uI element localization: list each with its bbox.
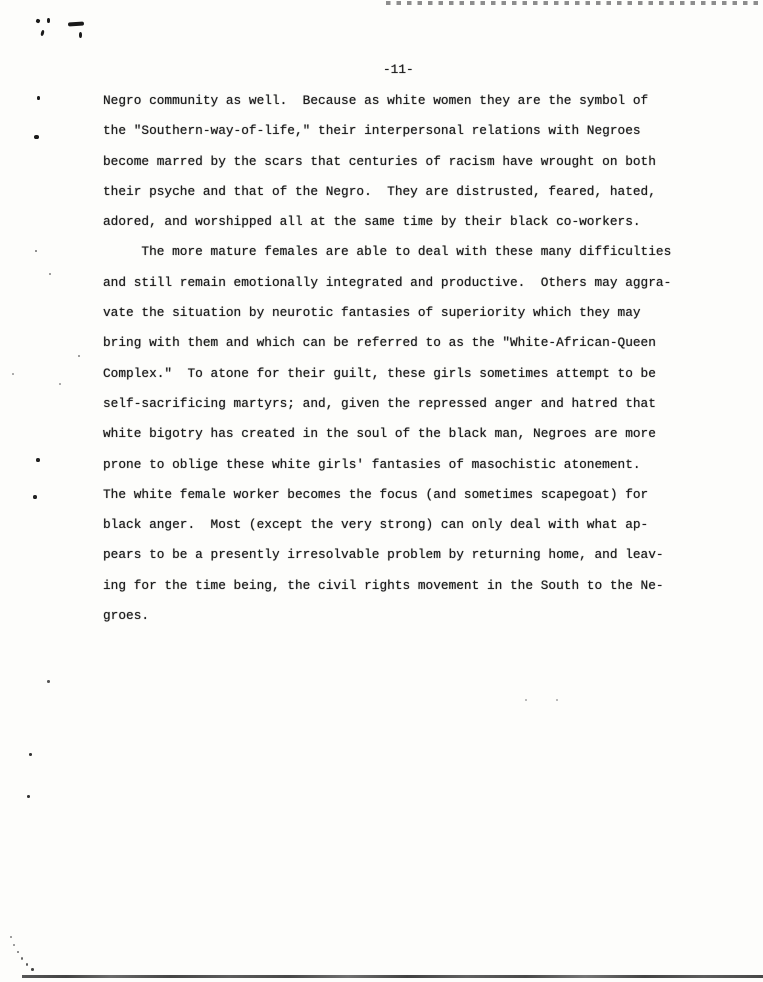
scan-speck (37, 96, 40, 100)
scan-speck (33, 495, 37, 499)
scan-speck (59, 383, 61, 385)
scan-speck (17, 951, 19, 953)
ink-mark (40, 30, 44, 37)
scan-speck (35, 250, 37, 252)
text-line: adored, and worshipped all at the same time by their black co-workers. (103, 214, 641, 230)
scan-speck (49, 273, 51, 275)
text-line: become marred by the scars that centuries of racism have wrought on both (103, 153, 656, 169)
text-line: The more mature females are able to deal with these many difficulties (103, 244, 672, 260)
text-line: the "Southern-way-of-life," their interpersonal relations with Negroes (103, 123, 641, 139)
text-line: black anger. Most (except the very strong) can only deal with what ap- (103, 517, 649, 533)
scan-edge-line-bottom (22, 975, 763, 978)
text-line: prone to oblige these white girls' fantasies of masochistic atonement. (103, 456, 641, 472)
scan-speck (556, 699, 558, 701)
text-line: ing for the time being, the civil rights movement in the South to the Ne- (103, 577, 664, 593)
scan-edge-dashes-top (386, 1, 763, 5)
scan-speck (47, 680, 50, 683)
page-number: -11- (383, 62, 414, 77)
scan-speck (21, 957, 23, 960)
scan-speck (31, 968, 34, 971)
scan-speck (12, 373, 14, 375)
scan-speck (10, 936, 12, 938)
text-line: bring with them and which can be referred to as the "White-African-Queen (103, 335, 656, 351)
text-line: their psyche and that of the Negro. They are distrusted, feared, hated, (103, 183, 656, 199)
text-line: white bigotry has created in the soul of the black man, Negroes are more (103, 426, 656, 442)
scan-speck (525, 699, 527, 701)
text-line: The white female worker becomes the focus (and sometimes scapegoat) for (103, 486, 649, 502)
text-line: self-sacrificing martyrs; and, given the repressed anger and hatred that (103, 395, 656, 411)
text-line: Negro community as well. Because as white women they are the symbol of (103, 93, 649, 108)
scan-speck (36, 458, 40, 462)
text-line: pears to be a presently irresolvable problem by returning home, and leav- (103, 547, 664, 563)
text-line: Complex." To atone for their guilt, these girls sometimes attempt to be (103, 365, 656, 381)
scan-speck (34, 135, 39, 139)
ink-mark (68, 21, 84, 26)
scan-speck (13, 944, 15, 946)
text-line: vate the situation by neurotic fantasies of superiority which they may (103, 305, 641, 321)
ink-mark (35, 18, 40, 23)
ink-mark (47, 18, 50, 23)
ink-mark (79, 32, 82, 38)
scan-speck (78, 355, 80, 357)
text-line: and still remain emotionally integrated and productive. Others may aggra- (103, 274, 672, 290)
text-line: groes. (103, 608, 150, 624)
scan-speck (26, 963, 28, 966)
scan-speck (27, 795, 30, 798)
scan-speck (29, 753, 32, 756)
document-text (103, 86, 713, 631)
